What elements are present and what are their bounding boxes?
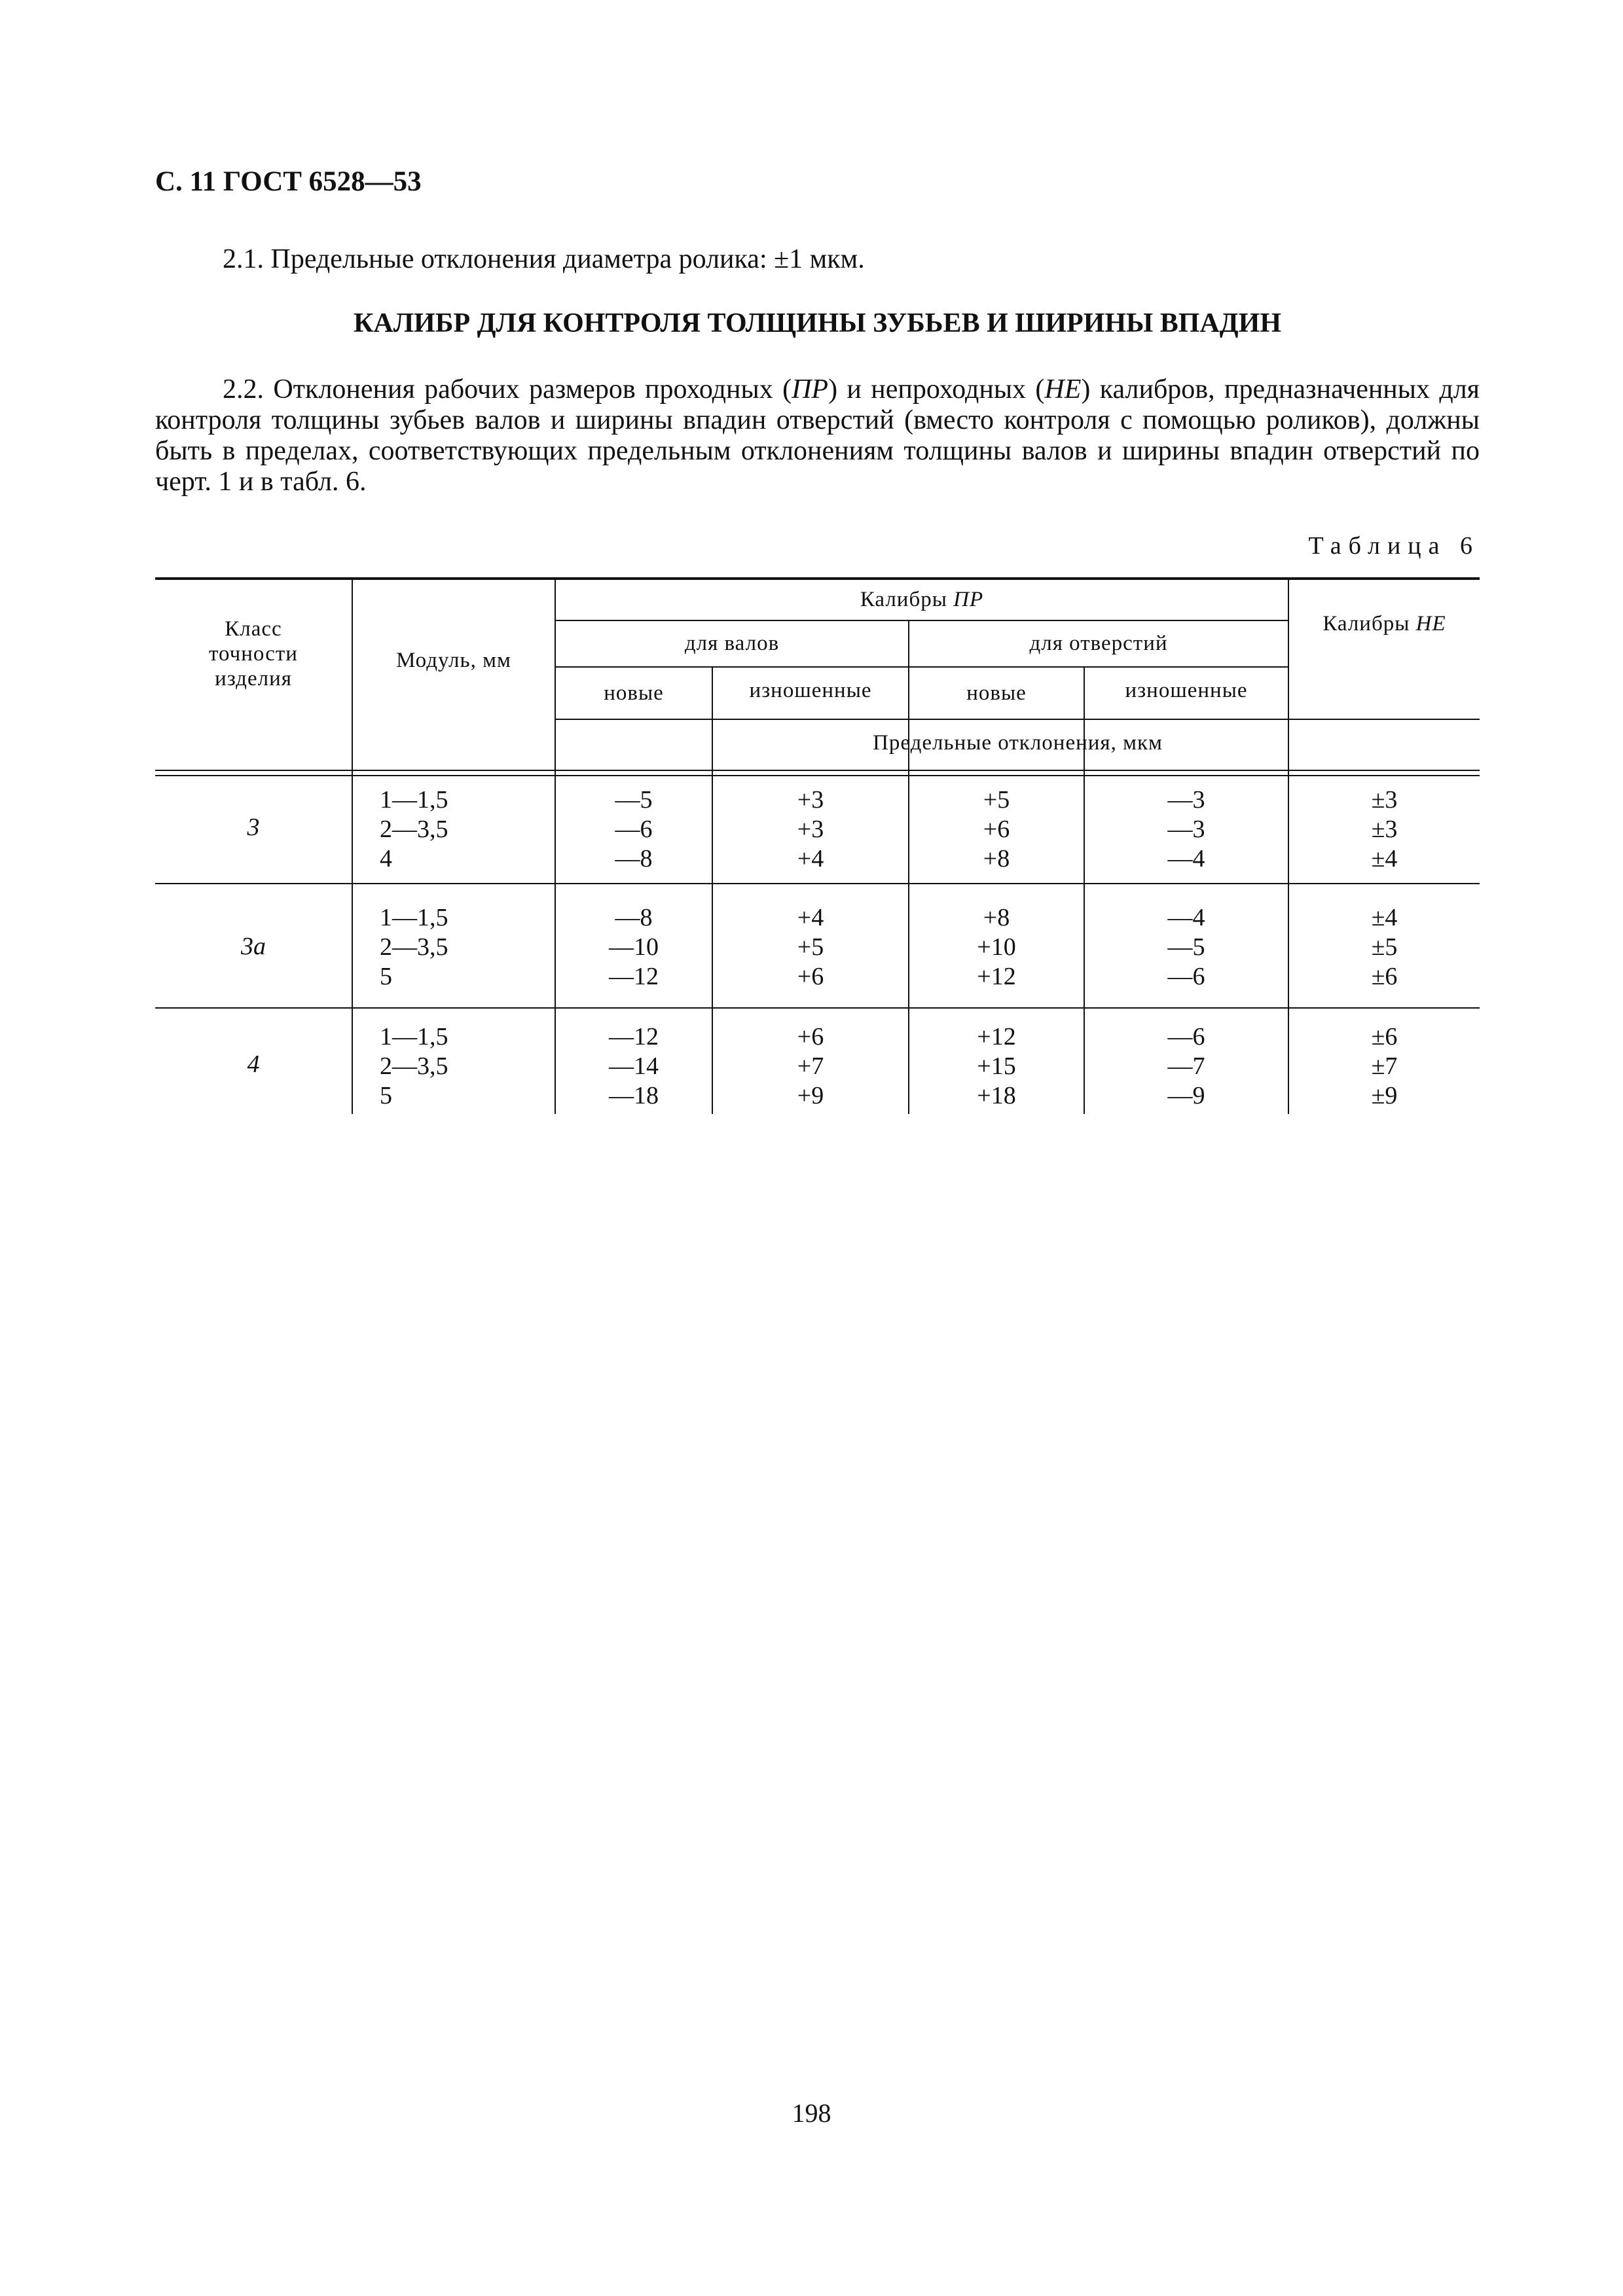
header-for-shafts: для валов	[684, 632, 780, 655]
hole-new-cell: +8 +10 +12	[977, 904, 1016, 990]
shaft-new-cell: —8 —10 —12	[609, 904, 659, 990]
hole-worn-cell: —4 —5 —6	[1167, 904, 1205, 990]
ne-cell: ±6 ±7 ±9	[1371, 1023, 1398, 1109]
header-shaft-worn: изношенные	[749, 679, 872, 702]
para-text: ) и непроходных (	[828, 374, 1045, 404]
header-module: Модуль, мм	[396, 649, 511, 672]
page-number: 198	[792, 2098, 831, 2128]
para-text: 2.2. Отклонения рабочих размеров проходных (	[223, 374, 792, 404]
header-double-rule-1	[155, 770, 1480, 771]
page-header: С. 11 ГОСТ 6528—53	[155, 166, 422, 197]
ne-cell: ±3 ±3 ±4	[1371, 786, 1398, 872]
para-italic-ne: НЕ	[1044, 374, 1082, 404]
class-cell: 3	[247, 814, 260, 841]
header-ne	[1289, 611, 1480, 636]
header-hole-worn: изношенные	[1125, 679, 1248, 702]
table-top-rule	[155, 577, 1480, 580]
header-pr	[556, 587, 1288, 612]
shaft-new-cell: —5 —6 —8	[615, 786, 653, 872]
module-cell: 1—1,5 2—3,5 5	[380, 904, 448, 990]
section-title: КАЛИБР ДЛЯ КОНТРОЛЯ ТОЛЩИНЫ ЗУБЬЕВ И ШИРИНЫ ВПАДИН	[353, 308, 1282, 338]
paragraph-2-2	[155, 374, 1480, 497]
header-ne-label: Калибры	[1322, 612, 1410, 636]
group-separator	[155, 1007, 1480, 1009]
hole-new-cell: +5 +6 +8	[983, 786, 1010, 872]
header-ne-italic: НЕ	[1415, 612, 1446, 636]
header-deviations: Предельные отклонения, мкм	[873, 731, 1163, 755]
header-hole-new: новые	[966, 681, 1027, 705]
shaft-worn-cell: +6 +7 +9	[797, 1023, 824, 1109]
header-for-holes: для отверстий	[1029, 632, 1168, 655]
header-pr-label: Калибры	[860, 588, 947, 611]
hole-new-cell: +12 +15 +18	[977, 1023, 1016, 1109]
rule-under-new-worn	[555, 719, 1480, 720]
rule-under-shafts-holes	[555, 666, 1289, 668]
shaft-worn-cell: +3 +3 +4	[797, 786, 824, 872]
tolerance-table	[155, 577, 1480, 1114]
shaft-worn-cell: +4 +5 +6	[797, 904, 824, 990]
header-double-rule-2	[155, 775, 1480, 776]
header-pr-italic: ПР	[953, 588, 984, 611]
hole-worn-cell: —6 —7 —9	[1167, 1023, 1205, 1109]
group-separator	[155, 883, 1480, 884]
paragraph-2-1: 2.1. Предельные отклонения диаметра ролика: ±1 мкм.	[223, 244, 865, 274]
para-italic-pr: ПР	[792, 374, 829, 404]
module-cell: 1—1,5 2—3,5 4	[380, 786, 448, 872]
rule-under-pr	[555, 620, 1289, 621]
header-shaft-new: новые	[604, 681, 664, 705]
module-cell: 1—1,5 2—3,5 5	[380, 1023, 448, 1109]
para-text: ) калибров, предназначенных для контроля толщины зубьев валов и ширины впадин отверстий (вместо контроля с помощью роликов), должны быть в пределах, соответствующих предельным отклонениям толщины валов и ширины впадин отверстий по черт. 1 и в табл. 6.	[155, 374, 1480, 497]
class-cell: 3а	[241, 933, 266, 960]
shaft-new-cell: —12 —14 —18	[609, 1023, 659, 1109]
class-cell: 4	[247, 1050, 260, 1078]
header-class: Класс точности изделия	[209, 617, 298, 691]
hole-worn-cell: —3 —3 —4	[1167, 786, 1205, 872]
ne-cell: ±4 ±5 ±6	[1371, 904, 1398, 990]
table-caption: Таблица 6	[1308, 532, 1480, 560]
